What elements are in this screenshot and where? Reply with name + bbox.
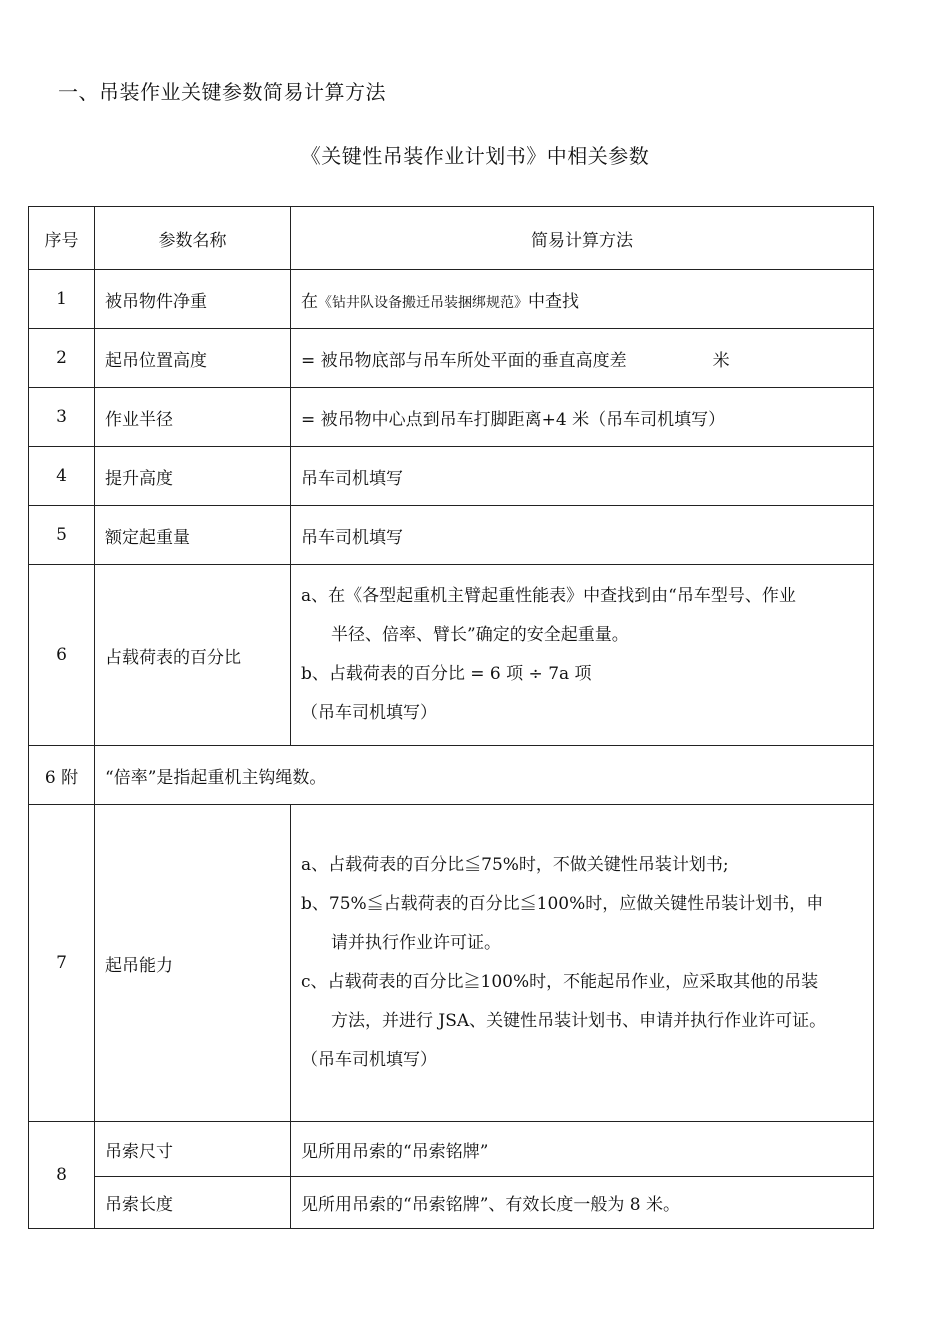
table-row (29, 506, 874, 565)
table-row-note (29, 746, 874, 805)
table-header-row (29, 207, 874, 270)
table-row (29, 329, 874, 388)
row-method (291, 805, 874, 1122)
row-method (291, 565, 874, 746)
method-line: （吊车司机填写） (301, 1050, 437, 1070)
header-calc-method: 简易计算方法 (291, 207, 874, 270)
document-subtitle: 《关键性吊装作业计划书》中相关参数 (300, 144, 650, 168)
method-line: 半径、倍率、臂长”确定的安全起重量。 (331, 625, 629, 645)
row-method: 吊车司机填写 (291, 447, 874, 506)
section-heading: 一、吊装作业关键参数简易计算方法 (58, 80, 386, 104)
table-row (29, 565, 874, 746)
row-param-name: 占载荷表的百分比 (95, 565, 291, 746)
method-suffix: 中查找 (528, 291, 579, 312)
row-note: “倍率”是指起重机主钩绳数。 (95, 746, 874, 805)
row-method (291, 329, 874, 388)
method-line: c、占载荷表的百分比≧100%时，不能起吊作业，应采取其他的吊装 (301, 972, 819, 992)
row-no: 2 (29, 329, 95, 388)
method-line: a、在《各型起重机主臂起重性能表》中查找到由“吊车型号、作业 (301, 586, 796, 606)
row-no: 1 (29, 270, 95, 329)
row-param-name: 吊索长度 (95, 1177, 291, 1229)
table-row (29, 270, 874, 329)
row-no: 4 (29, 447, 95, 506)
method-line: 请并执行作业许可证。 (331, 933, 501, 953)
table-row (29, 388, 874, 447)
row-param-name: 起吊位置高度 (95, 329, 291, 388)
table-row (29, 805, 874, 1122)
method-line: b、占载荷表的百分比 = 6 项 ÷ 7a 项 (301, 664, 592, 684)
header-param-name: 参数名称 (95, 207, 291, 270)
row-no: 3 (29, 388, 95, 447)
method-line: a、占载荷表的百分比≦75%时，不做关键性吊装计划书; (301, 855, 729, 875)
method-line: 方法，并进行 JSA、关键性吊装计划书、申请并执行作业许可证。 (331, 1011, 827, 1031)
row-method: 见所用吊索的“吊索铭牌” (291, 1122, 874, 1177)
row-param-name: 起吊能力 (95, 805, 291, 1122)
row-method (291, 270, 874, 329)
method-unit: 米 (712, 350, 730, 371)
row-no: 8 (29, 1122, 95, 1229)
method-prefix: 在 (301, 291, 318, 312)
row-param-name: 作业半径 (95, 388, 291, 447)
table-row (29, 1177, 874, 1229)
method-line: （吊车司机填写） (301, 703, 437, 723)
row-no: 7 (29, 805, 95, 1122)
method-line: b、75%≦占载荷表的百分比≦100%时，应做关键性吊装计划书，申 (301, 894, 824, 914)
row-method: 吊车司机填写 (291, 506, 874, 565)
method-reference: 《钻井队设备搬迁吊装捆绑规范》 (318, 294, 528, 311)
parameters-table (28, 206, 874, 1229)
header-no: 序号 (29, 207, 95, 270)
method-text: = 被吊物底部与吊车所处平面的垂直高度差 (301, 350, 627, 371)
table-row (29, 447, 874, 506)
row-no: 6 (29, 565, 95, 746)
table-row (29, 1122, 874, 1177)
row-method: 见所用吊索的“吊索铭牌”、有效长度一般为 8 米。 (291, 1177, 874, 1229)
row-param-name: 被吊物件净重 (95, 270, 291, 329)
row-param-name: 额定起重量 (95, 506, 291, 565)
row-no: 5 (29, 506, 95, 565)
row-no: 6 附 (29, 746, 95, 805)
row-method: = 被吊物中心点到吊车打脚距离+4 米（吊车司机填写） (291, 388, 874, 447)
row-param-name: 提升高度 (95, 447, 291, 506)
row-param-name: 吊索尺寸 (95, 1122, 291, 1177)
